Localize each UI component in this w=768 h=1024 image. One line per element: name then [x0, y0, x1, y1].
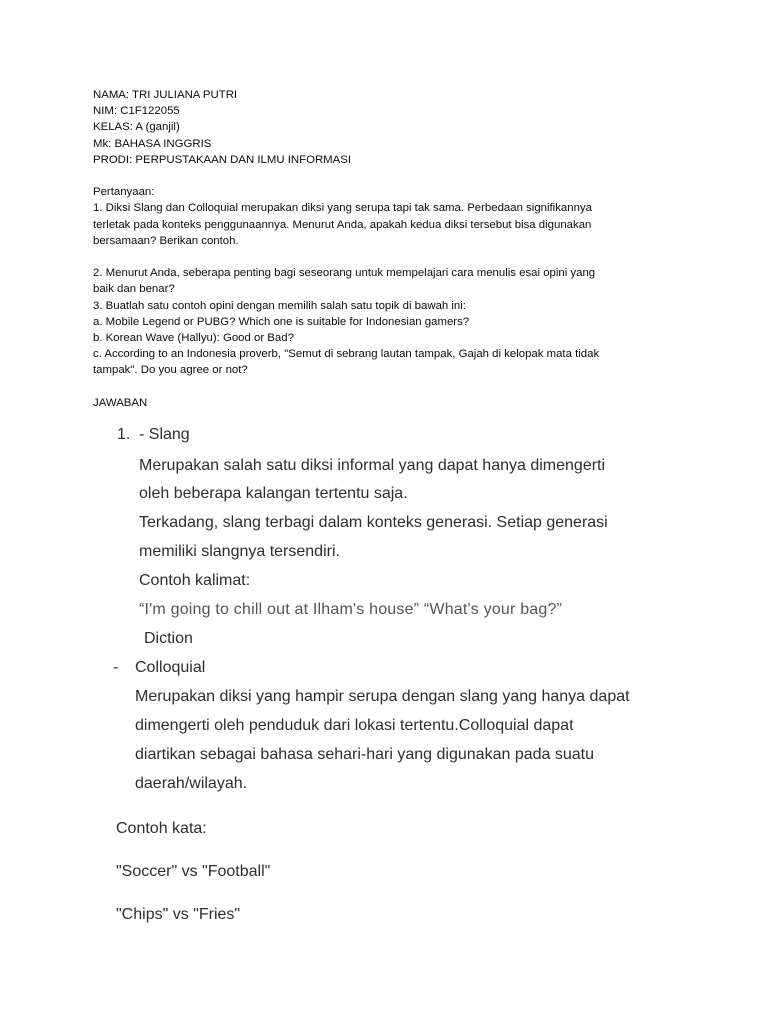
- question-3c-line-1: c. According to an Indonesia proverb, "Semut di sebrang lautan tampak, Gajah di kelopak mata tidak: [93, 348, 600, 361]
- diction-label: Diction: [144, 630, 193, 647]
- student-nim: NIM: C1F122055: [93, 105, 180, 118]
- colloquial-line-2: dimengerti oleh penduduk dari lokasi tertentu.Colloquial dapat: [135, 717, 574, 734]
- question-3c-line-2: tampak". Do you agree or not?: [93, 364, 248, 377]
- example-word-1: "Soccer" vs "Football": [116, 863, 271, 880]
- list-number: 1.: [117, 426, 131, 443]
- slang-definition-line-2: oleh beberapa kalangan tertentu saja.: [139, 485, 408, 502]
- question-1-line-2: terletak pada konteks penggunaannya. Menurut Anda, apakah kedua diksi tersebut bisa digunakan: [93, 218, 592, 231]
- slang-generation-line-2: memiliki slangnya tersendiri.: [139, 543, 340, 560]
- question-3a: a. Mobile Legend or PUBG? Which one is suitable for Indonesian gamers?: [93, 315, 470, 328]
- slang-definition-line-1: Merupakan salah satu diksi informal yang dapat hanya dimengerti: [139, 457, 606, 474]
- example-word-2: "Chips" vs "Fries": [116, 906, 241, 923]
- answer-label: JAWABAN: [93, 396, 148, 409]
- study-program: PRODI: PERPUSTAKAAN DAN ILMU INFORMASI: [93, 153, 352, 166]
- student-name: NAMA: TRI JULIANA PUTRI: [93, 89, 238, 101]
- slang-heading: - Slang: [139, 426, 190, 443]
- question-2-line-1: 2. Menurut Anda, seberapa penting bagi seseorang untuk mempelajari cara menulis esai opini yang: [93, 267, 596, 280]
- slang-generation-line-1: Terkadang, slang terbagi dalam konteks generasi. Setiap generasi: [139, 514, 608, 531]
- example-sentence: “I'm going to chill out at Ilham's house” “What's your bag?”: [139, 601, 563, 618]
- question-1-line-1: 1. Diksi Slang dan Colloquial merupakan diksi yang serupa tapi tak sama. Perbedaan signifikannya: [93, 202, 592, 215]
- example-word-label: Contoh kata:: [116, 820, 207, 837]
- colloquial-line-1: Merupakan diksi yang hampir serupa dengan slang yang hanya dapat: [135, 688, 630, 705]
- example-sentence-label: Contoh kalimat:: [139, 572, 251, 589]
- questions-label: Pertanyaan:: [93, 186, 155, 199]
- colloquial-bullet: -: [113, 659, 119, 676]
- question-2-line-2: baik dan benar?: [93, 283, 175, 296]
- student-class: KELAS: A (ganjil): [93, 121, 180, 134]
- colloquial-heading: Colloquial: [135, 659, 206, 676]
- question-3b: b. Korean Wave (Hallyu): Good or Bad?: [93, 332, 294, 345]
- question-3: 3. Buatlah satu contoh opini dengan memilih salah satu topik di bawah ini:: [93, 299, 466, 312]
- question-1-line-3: bersamaan? Berikan contoh.: [93, 234, 239, 247]
- course-name: Mk: BAHASA INGGRIS: [93, 137, 212, 150]
- colloquial-line-4: daerah/wilayah.: [135, 775, 248, 792]
- colloquial-line-3: diartikan sebagai bahasa sehari-hari yang digunakan pada suatu: [135, 746, 594, 763]
